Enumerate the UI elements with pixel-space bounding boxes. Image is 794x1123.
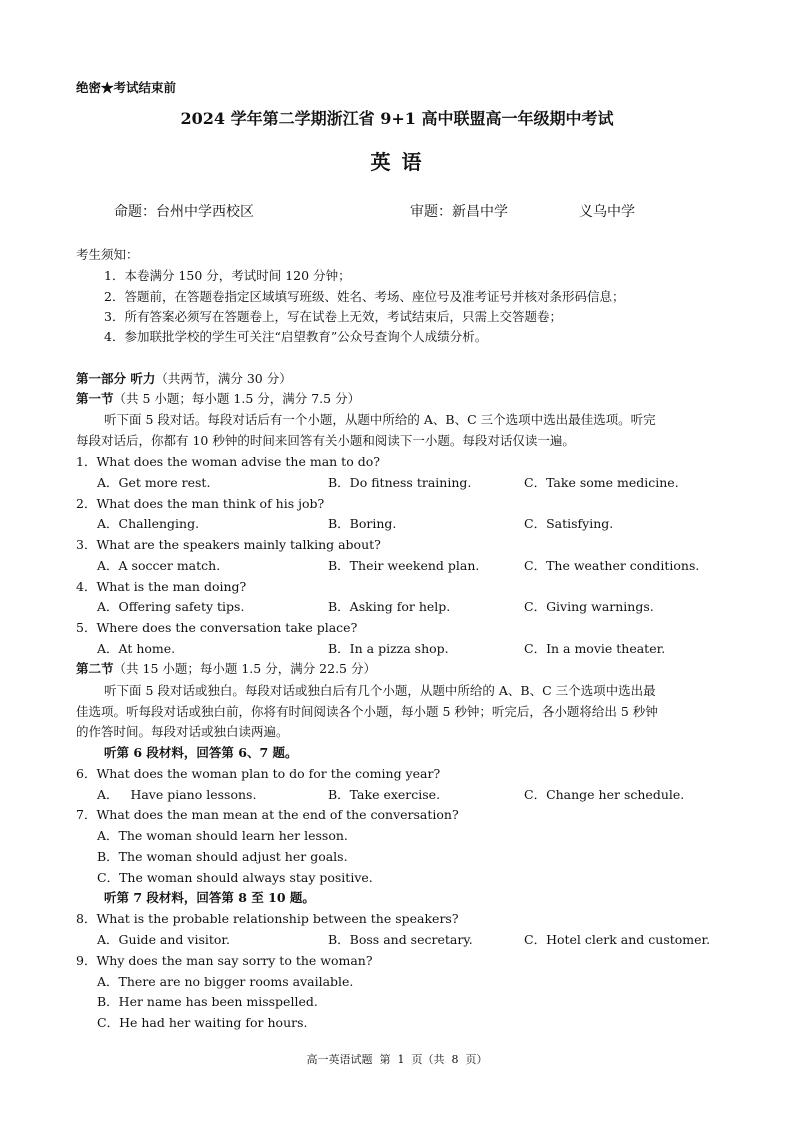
question-stem: 4．What is the man doing? — [76, 579, 247, 594]
option-b: B．Her name has been misspelled. — [97, 994, 318, 1009]
material-label: 听第 6 段材料，回答第 6、7 题。 — [104, 745, 298, 760]
notice-item: 2．答题前，在答题卷指定区域填写班级、姓名、考场、座位号及准考证号并核对条形码信息； — [104, 289, 625, 304]
question-stem: 6．What does the woman plan to do for the coming year? — [76, 766, 441, 781]
option-c: C．He had her waiting for hours. — [97, 1015, 308, 1030]
option-a: A．At home. — [97, 641, 176, 656]
notice-item: 3．所有答案必须写在答题卷上，写在试卷上无效，考试结束后，只需上交答题卷； — [104, 309, 562, 324]
option-a: A．There are no bigger rooms available. — [97, 974, 354, 989]
option-c: C．Satisfying. — [524, 516, 614, 531]
option-a: A．Challenging. — [97, 516, 200, 531]
section2-heading: 第二节 — [76, 661, 114, 676]
part1-heading-note: （共两节，满分 30 分） — [155, 371, 292, 386]
part1-heading: 第一部分 听力 — [76, 371, 156, 386]
option-b: B．Take exercise. — [328, 787, 441, 802]
question-stem: 9．Why does the man say sorry to the woman? — [76, 953, 373, 968]
section2-instruction: 听下面 5 段对话或独白。每段对话或独白后有几个小题，从题中所给的 A、B、C 三个选项中选出最 — [104, 683, 656, 698]
section1-note: （共 5 小题；每小题 1.5 分，满分 7.5 分） — [113, 391, 361, 406]
option-c: C．The weather conditions. — [524, 558, 700, 573]
notice-item: 1．本卷满分 150 分，考试时间 120 分钟； — [104, 268, 351, 283]
option-c: C．The woman should always stay positive. — [97, 870, 373, 885]
reviewer-line-2: 义乌中学 — [579, 204, 635, 220]
subject-title: 英 语 — [370, 150, 424, 174]
option-c: C．Giving warnings. — [524, 599, 654, 614]
option-c: C．Change her schedule. — [524, 787, 685, 802]
author-line: 命题：台州中学西校区 — [114, 204, 254, 220]
page-footer: 高一英语试题 第 1 页（共 8 页） — [306, 1053, 488, 1066]
notice-heading: 考生须知： — [76, 247, 139, 262]
question-stem: 5．Where does the conversation take place? — [76, 620, 358, 635]
option-b: B．Do fitness training. — [328, 475, 472, 490]
question-stem: 8．What is the probable relationship between the speakers? — [76, 911, 459, 926]
option-b: B．Boss and secretary. — [328, 932, 473, 947]
section2-note: （共 15 小题；每小题 1.5 分，满分 22.5 分） — [113, 661, 376, 676]
option-c: C．In a movie theater. — [524, 641, 666, 656]
section1-instruction: 听下面 5 段对话。每段对话后有一个小题，从题中所给的 A、B、C 三个选项中选出最佳选项。听完 — [104, 412, 656, 427]
option-b: B．In a pizza shop. — [328, 641, 449, 656]
section1-instruction: 每段对话后，你都有 10 秒钟的时间来回答有关小题和阅读下一小题。每段对话仅读一遍。 — [76, 433, 575, 448]
reviewer-line: 审题：新昌中学 — [410, 204, 508, 220]
section1-heading-line — [76, 391, 360, 407]
option-a: A．Get more rest. — [97, 475, 211, 490]
section1-heading: 第一节 — [76, 391, 114, 406]
question-stem: 1．What does the woman advise the man to do? — [76, 454, 380, 469]
option-b: B．Boring. — [328, 516, 397, 531]
question-stem: 2．What does the man think of his job? — [76, 496, 325, 511]
section2-instruction: 的作答时间。每段对话或独白读两遍。 — [76, 724, 289, 739]
option-c: C．Hotel clerk and customer. — [524, 932, 711, 947]
part1-heading-line — [76, 371, 292, 387]
exam-title: 2024 学年第二学期浙江省 9+1 高中联盟高一年级期中考试 — [180, 109, 614, 128]
confidential-label: 绝密★考试结束前 — [76, 80, 177, 95]
section2-heading-line — [76, 661, 376, 677]
option-a: A．Offering safety tips. — [97, 599, 245, 614]
option-b: B．Their weekend plan. — [328, 558, 480, 573]
notice-item: 4．参加联批学校的学生可关注“启望教育”公众号查询个人成绩分析。 — [104, 329, 488, 344]
option-a: A．Guide and visitor. — [97, 932, 231, 947]
option-a: A． Have piano lessons. — [97, 787, 257, 802]
option-b: B．Asking for help. — [328, 599, 451, 614]
option-b: B．The woman should adjust her goals. — [97, 849, 348, 864]
option-c: C．Take some medicine. — [524, 475, 679, 490]
material-label: 听第 7 段材料，回答第 8 至 10 题。 — [104, 890, 315, 905]
section2-instruction: 佳选项。听每段对话或独白前，你将有时间阅读各个小题，每小题 5 秒钟；听完后，各小题将给出 5 秒钟 — [76, 704, 658, 719]
question-stem: 7．What does the man mean at the end of the conversation? — [76, 807, 459, 822]
option-a: A．The woman should learn her lesson. — [97, 828, 348, 843]
option-a: A．A soccer match. — [97, 558, 221, 573]
question-stem: 3．What are the speakers mainly talking about? — [76, 537, 381, 552]
